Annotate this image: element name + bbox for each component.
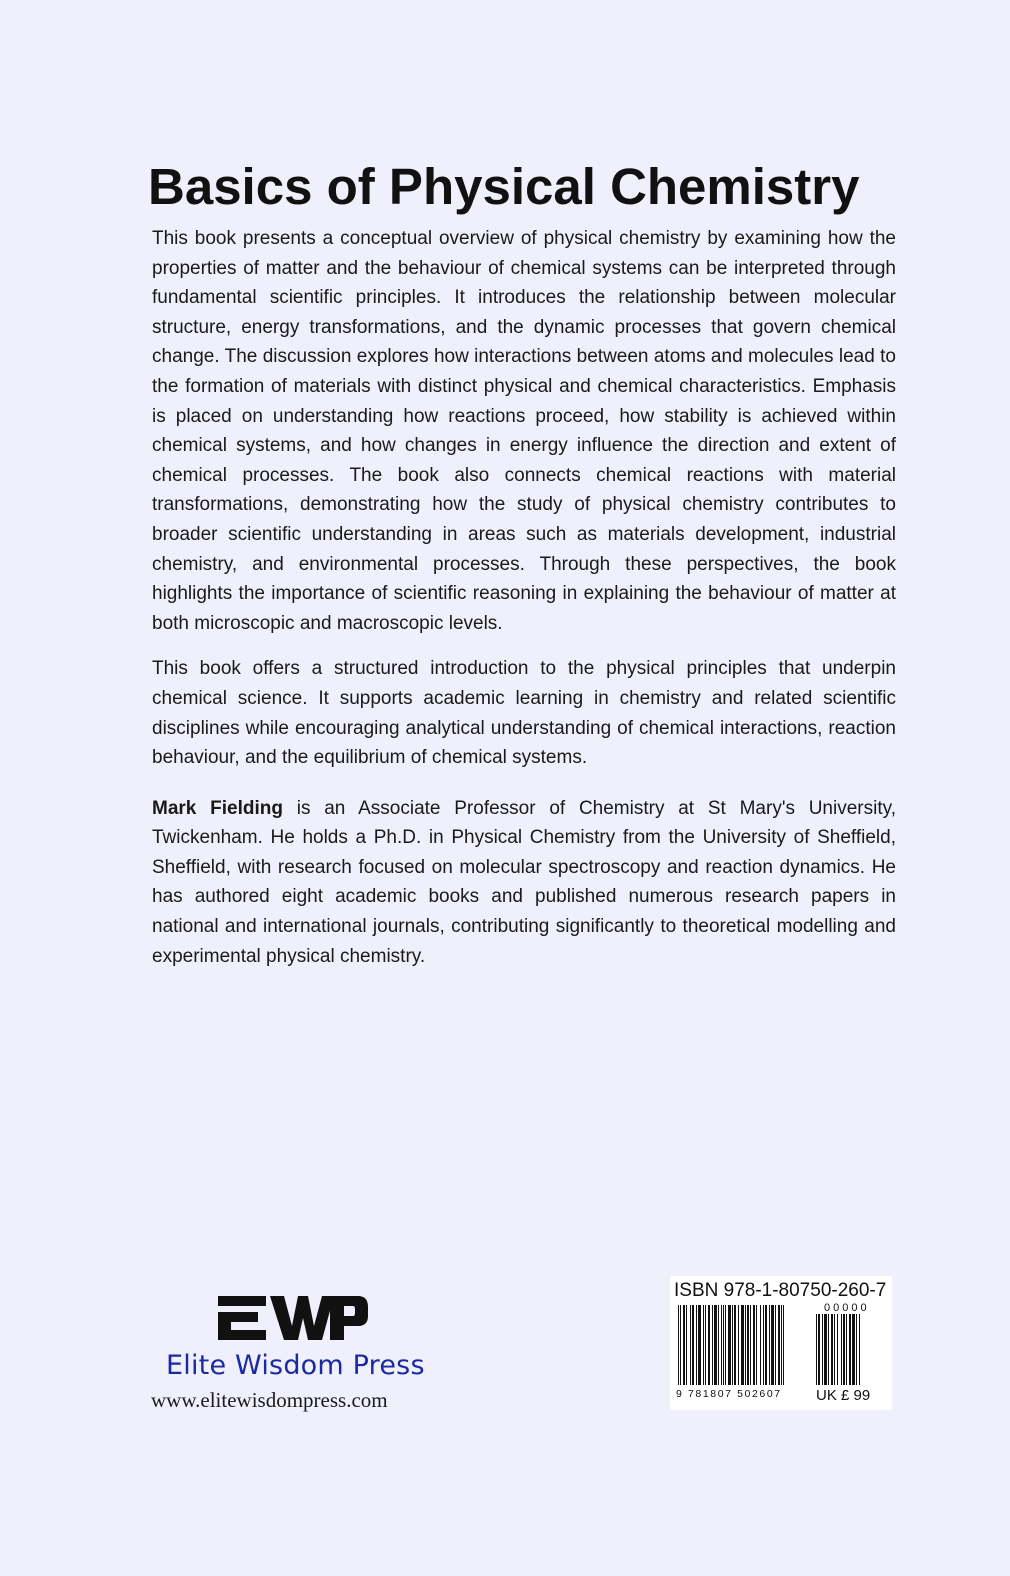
barcode-number: 9 781807 502607	[676, 1388, 782, 1400]
barcode-addon-bars-icon	[816, 1314, 874, 1385]
barcode-bars-icon	[678, 1305, 808, 1385]
author-name: Mark Fielding	[152, 797, 283, 819]
isbn-barcode	[670, 1276, 892, 1410]
book-title: Basics of Physical Chemistry	[148, 158, 860, 215]
description-paragraph-1: This book presents a conceptual overview of physical chemistry by examining how the properties of matter and the behaviour of chemical systems can be interpreted through fundamental scientific principles. It introduces the relationship between molecular structure, energy transformations, and the dynamic processes that govern chemical change. The discussion explores how interactions between atoms and molecules lead to the formation of materials with distinct physical and chemical characteristics. Emphasis is placed on understanding how reactions proceed, how stability is achieved within chemical systems, and how changes in energy influence the direction and extent of chemical processes. The book also connects chemical reactions with material transformations, demonstrating how the study of physical chemistry contributes to broader scientific understanding in areas such as materials development, industrial chemistry, and environmental processes. Through these perspectives, the book highlights the importance of scientific reasoning in explaining the behaviour of matter at both microscopic and macroscopic levels.	[152, 228, 896, 634]
publisher-logo	[148, 1292, 438, 1422]
price-label: UK £ 99	[816, 1387, 871, 1404]
isbn-label: ISBN 978-1-80750-260-7	[674, 1280, 887, 1301]
publisher-url: www.elitewisdompress.com	[151, 1388, 388, 1412]
author-bio	[152, 794, 896, 972]
publisher-name: Elite Wisdom Press	[166, 1350, 425, 1381]
barcode-addon-digits: 00000	[824, 1302, 870, 1314]
description-paragraph-2: This book offers a structured introduction to the physical principles that underpin chemical science. It supports academic learning in chemistry and related scientific disciplines while encouraging analytical understanding of chemical interactions, reaction behaviour, and the equilibrium of chemical systems.	[152, 658, 896, 769]
author-bio-text: is an Associate Professor of Chemistry at St Mary's University, Twickenham. He holds a Ph.D. in Physical Chemistry from the University of Sheffield, Sheffield, with research focused on molecular spectroscopy and reaction dynamics. He has authored eight academic books and published numerous research papers in national and international journals, contributing significantly to theoretical modelling and experimental physical chemistry.	[152, 797, 896, 967]
ewp-logo-icon	[218, 1292, 368, 1344]
back-cover-text	[152, 224, 896, 971]
